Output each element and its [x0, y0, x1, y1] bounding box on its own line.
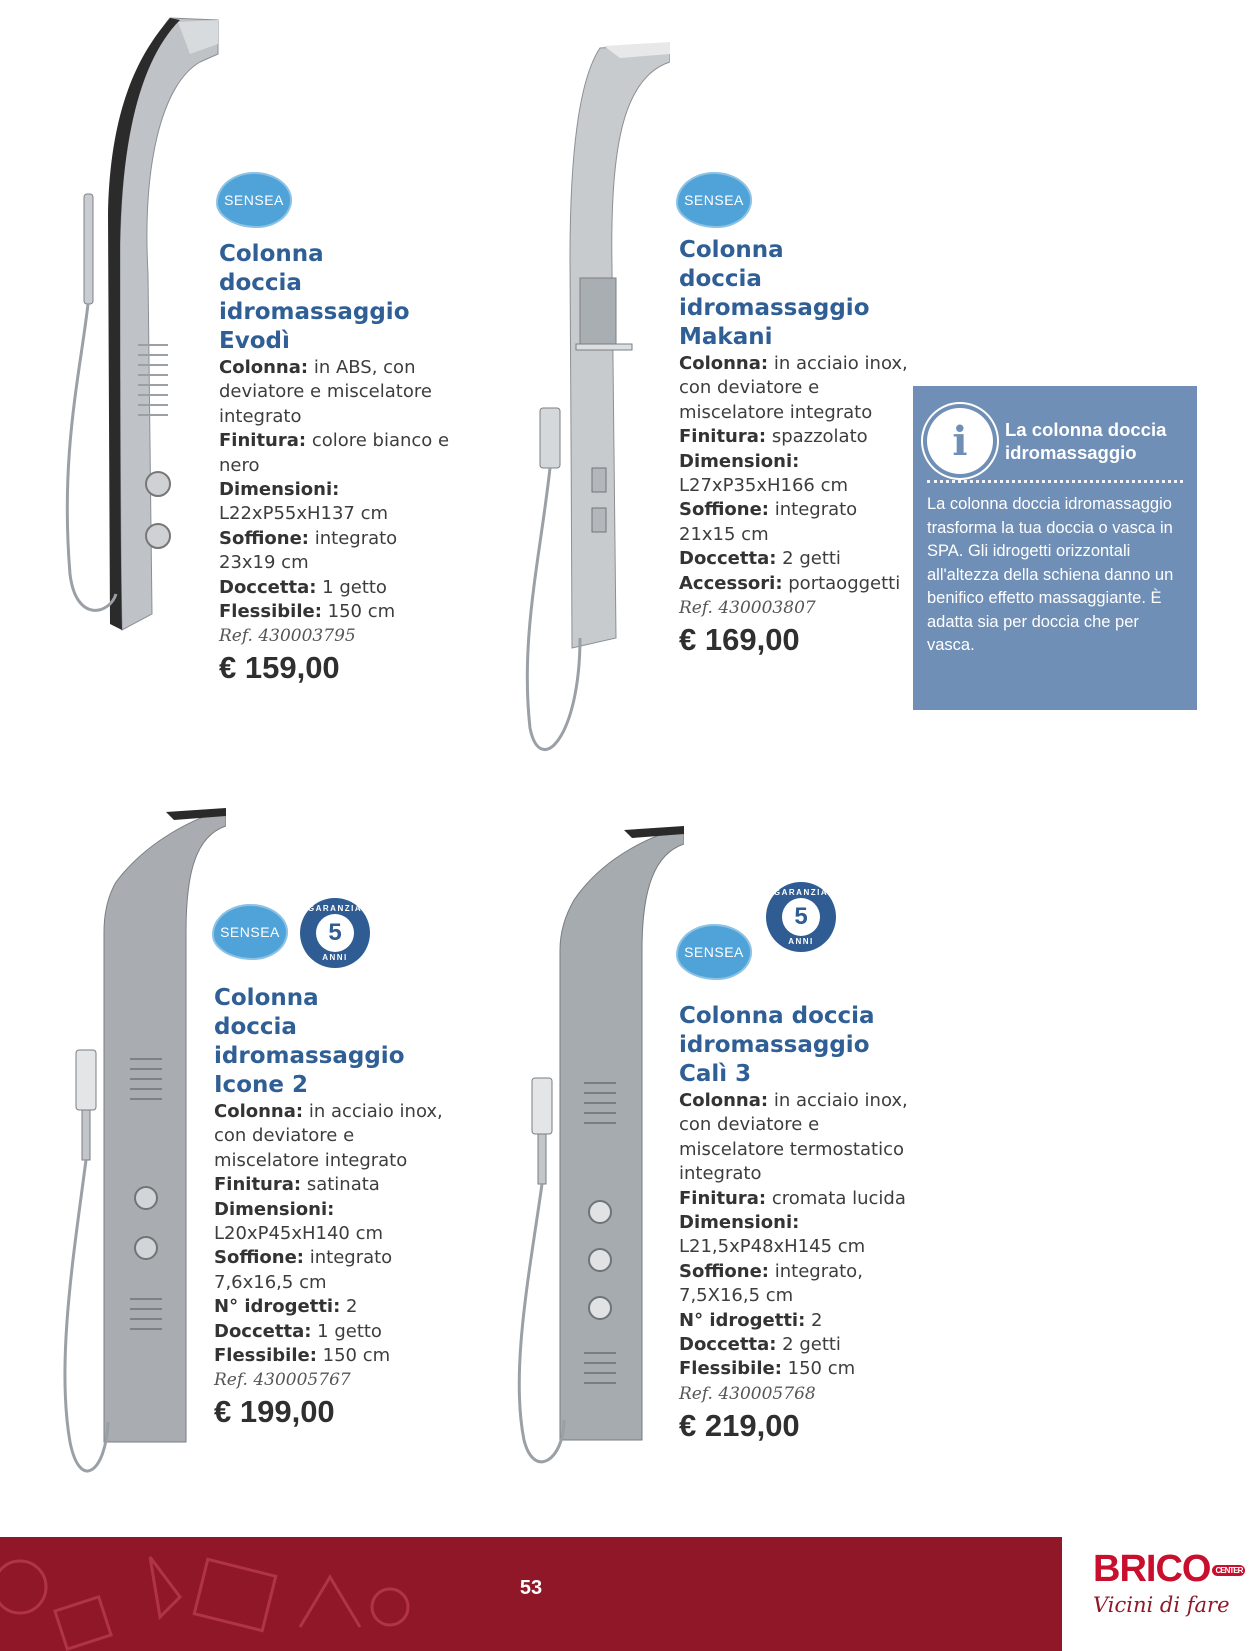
product-price: € 219,00: [679, 1407, 800, 1443]
product-specs: Colonna: in ABS, con deviatore e miscelatore integrato Finitura: colore bianco e nero Dimensioni: L22xP55xH137 cm Soffione: integrato 23x19 cm Doccetta: 1 getto Flessibile: 150 cm: [219, 357, 450, 623]
info-icon: i: [927, 408, 993, 474]
product-specs: Colonna: in acciaio inox, con deviatore e miscelatore termostatico integrato Finitura: cromata lucida Dimensioni: L21,5xP48xH145 cm Soffione: integrato, 7,5X16,5 cm N° idrogetti: 2 Doccetta: 2 getti Flessibile: 150 cm: [679, 1090, 908, 1380]
brico-wordmark: BRICO CENTER: [1093, 1548, 1243, 1591]
shower-column-evodi-image: [50, 14, 220, 634]
sensea-brand-badge: SENSEA: [216, 172, 292, 228]
product-evodi: [0, 0, 460, 760]
info-box-body: La colonna doccia idromassaggio trasforma la tua doccia o vasca in SPA. Gli idrogetti orizzontali all'altezza della schiena danno un benifico effetto massaggiante. È adatta sia per doccia che per vasca.: [927, 495, 1174, 654]
shower-column-makani-image: [500, 38, 670, 758]
guarantee-5-years-badge: GARANZIA 5 ANNI: [300, 898, 370, 968]
sensea-brand-badge: SENSEA: [212, 904, 288, 960]
product-ref: Ref. 430003807: [679, 598, 816, 619]
footer-band: [0, 1537, 1062, 1651]
product-cali-3: [460, 790, 920, 1530]
shower-column-icone-2-image: [46, 802, 226, 1492]
product-icone-2: [0, 790, 460, 1530]
product-title: Colonna doccia idromassaggio Evodì: [219, 241, 410, 354]
product-price: € 159,00: [219, 650, 340, 686]
product-specs: Colonna: in acciaio inox, con deviatore e miscelatore integrato Finitura: satinata Dimensioni: L20xP45xH140 cm Soffione: integrato 7,6x16,5 cm N° idrogetti: 2 Doccetta: 1 getto Flessibile: 150 cm: [214, 1101, 443, 1367]
product-ref: Ref. 430003795: [219, 626, 356, 647]
brico-tagline: Vicini di fare: [1093, 1593, 1230, 1617]
brico-center-logo: [1093, 1548, 1243, 1640]
product-makani: [460, 0, 908, 760]
info-box-divider: [927, 480, 1183, 483]
shower-column-cali-3-image: [494, 820, 684, 1470]
product-specs: Colonna: in acciaio inox, con deviatore e miscelatore integrato Finitura: spazzolato Dimensioni: L27xP35xH166 cm Soffione: integrato 21x15 cm Doccetta: 2 getti Accessori: portaoggetti: [679, 353, 908, 594]
guarantee-5-years-badge: GARANZIA 5 ANNI: [766, 882, 836, 952]
page-number: 53: [519, 1577, 543, 1599]
product-ref: Ref. 430005767: [214, 1370, 351, 1391]
info-box-colonna-doccia: [913, 386, 1197, 710]
sensea-brand-badge: SENSEA: [676, 172, 752, 228]
info-box-header: [927, 408, 1183, 474]
product-price: € 199,00: [214, 1394, 335, 1430]
sensea-brand-badge: SENSEA: [676, 924, 752, 980]
product-title: Colonna doccia idromassaggio Icone 2: [214, 985, 405, 1098]
product-title: Colonna doccia idromassaggio Calì 3: [679, 1003, 875, 1087]
product-title: Colonna doccia idromassaggio Makani: [679, 237, 870, 350]
product-ref: Ref. 430005768: [679, 1383, 816, 1404]
product-price: € 169,00: [679, 622, 800, 658]
info-box-title: La colonna doccia idromassaggio: [1005, 419, 1167, 463]
